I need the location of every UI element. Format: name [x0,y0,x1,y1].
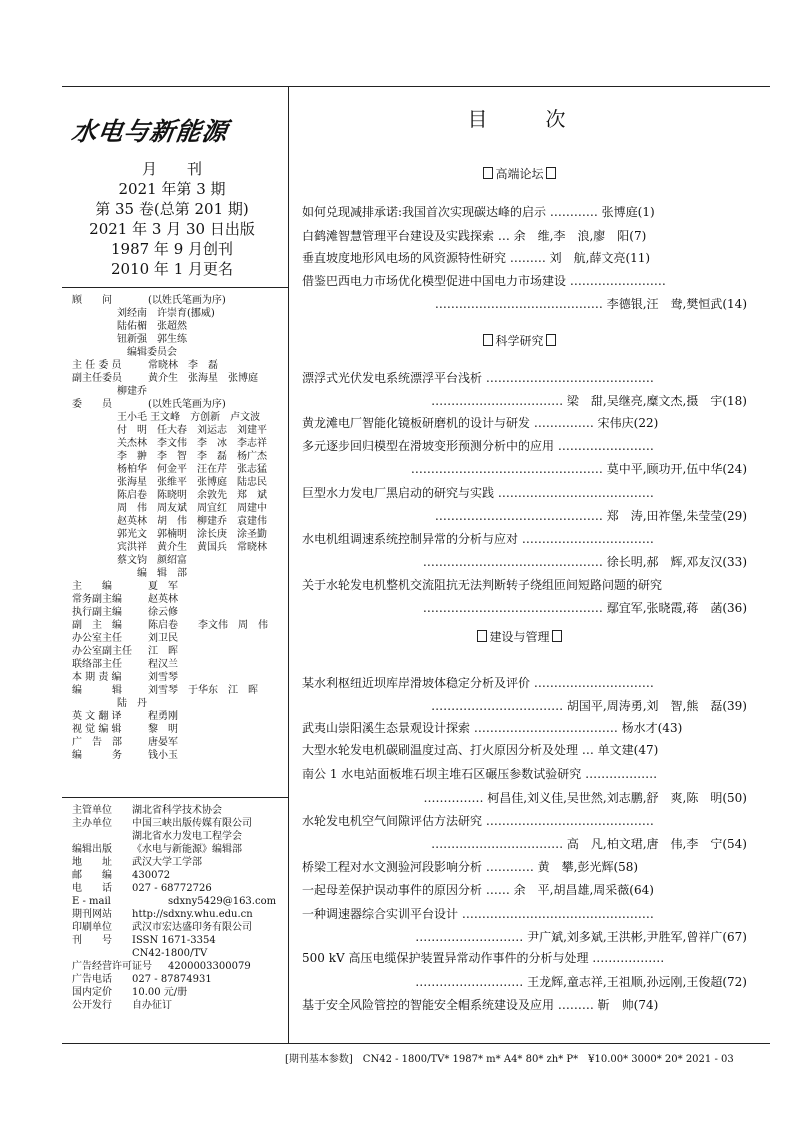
journal-parameters: [期刊基本参数] CN42 - 1800/TV* 1987* m* A4* 80* zh* P* ¥10.00* 3000* 20* 2021 - 03 [285,1054,734,1065]
masthead-row [72,632,268,645]
publisher-row [72,934,276,947]
publisher-row [72,960,276,973]
column-divider [288,86,289,1043]
masthead-row [72,671,268,684]
publisher-label: 国内定价 [72,987,112,998]
masthead-value-cont: 柳建乔 [117,386,147,397]
masthead-row [72,645,268,658]
masthead-label: 联络部主任 [72,659,122,670]
publisher-label: 广告电话 [72,974,112,985]
toc-entry: 白鹤滩智慧管理平台建设及实践探索 … 余 维,李 浪,廖 阳(7) [302,229,647,243]
publisher-label: 主管单位 [72,805,112,816]
publisher-label [72,947,132,960]
toc-title: 目 次 [467,107,572,131]
publisher-label: 电 话 [72,883,112,894]
masthead-label: 主 任 委 员 [72,360,122,371]
volume: 第 35 卷(总第 201 期) [95,200,249,218]
toc-entry: 多元逐步回归模型在滑坡变形预测分析中的应用 …………………… [302,439,654,453]
masthead-value: 唐晏军 [148,737,178,748]
masthead-value: 江 晖 [148,646,178,657]
masthead-value: 徐云修 [148,607,178,618]
renamed: 2010 年 1 月更名 [110,260,234,278]
masthead-value: 刘雪琴 [148,672,178,683]
section-label: 科学研究 [495,334,544,348]
masthead-row [72,359,268,372]
toc-entry: 某水利枢纽近坝库岸滑坡体稳定分析及评价 ………………………… [302,676,654,690]
publisher-value: ISSN 1671-3354 [132,935,216,946]
toc-entry: 垂直坡度地形风电场的风资源特性研究 ……… 刘 航,薛文亮(11) [302,251,651,265]
publisher-label: 印刷单位 [72,922,112,933]
masthead-row [72,710,268,723]
publisher-info [72,804,276,1012]
masthead-value: 程勇刚 [148,711,178,722]
masthead-label: 常务副主编 [72,594,122,605]
toc-entry: 漂浮式光伏发电系统漂浮平台浅析 …………………………………… [302,371,654,385]
masthead-value-cont: 蔡文钧 颜绍富 [117,555,187,566]
masthead-value-cont: 刘经南 许崇育(挪威) [117,308,215,319]
masthead-row [72,398,268,411]
masthead-value: 夏 军 [148,581,178,592]
masthead-value: 陈启卷 李文伟 周 伟 [148,620,268,631]
toc-entry: …………………………………… 李德银,汪 鸯,樊恒武(14) [434,297,747,311]
publish-date: 2021 年 3 月 30 日出版 [89,220,255,238]
founded: 1987 年 9 月创刊 [110,240,234,258]
publisher-row [72,869,276,882]
publisher-value: 自办征订 [132,1000,172,1011]
masthead-row [72,723,268,736]
publisher-label [72,830,132,843]
publisher-value: 中国三峡出版传媒有限公司 [132,818,252,829]
publisher-row [72,843,276,856]
publisher-label: 地 址 [72,857,112,868]
toc-entry: 一起母差保护误动事件的原因分析 …… 余 平,胡昌雄,周采薇(64) [302,883,654,897]
toc-section-heading [292,628,747,645]
publisher-value: 430072 [132,870,171,881]
toc-entry: 巨型水力发电厂黑启动的研究与实践 ………………………………… [302,486,654,500]
masthead-value-cont: 关杰林 李文伟 李 冰 李志祥 [117,438,267,449]
toc-entry: …………………………………… 郑 涛,田祚堡,朱莹莹(29) [434,509,747,523]
publisher-value: 10.00 元/册 [132,987,188,998]
publisher-row [72,921,276,934]
section-label: 高端论坛 [495,167,544,181]
masthead-value-cont: 赵英林 胡 伟 柳建乔 袁建伟 [117,516,267,527]
masthead-label: 本 期 责 编 [72,672,122,683]
masthead-value-cont: 陆佑楣 张超然 [117,321,187,332]
masthead-row [72,619,268,632]
masthead-value-cont: 陆 丹 [117,698,147,709]
masthead-value: 黎 明 [148,724,178,735]
bottom-rule [62,1043,770,1044]
top-rule [62,86,770,87]
left-rule-1 [62,287,288,288]
masthead-label: 编 辑 [72,685,122,696]
masthead-row [72,658,268,671]
masthead-value: 程汉兰 [148,659,178,670]
section-label: 建设与管理 [489,630,550,644]
masthead-row [72,736,268,749]
masthead-row [72,294,268,307]
masthead-row [72,372,268,385]
masthead-value-cont: 李 翀 李 智 李 磊 杨广杰 [117,451,267,462]
toc-entry: 水电机组调速系统控制异常的分析与应对 …………………………… [302,532,654,546]
toc-entry: 一种调速器综合实训平台设计 ………………………………………… [302,907,654,921]
toc-section-heading [292,165,747,182]
masthead-label: 执行副主编 [72,607,122,618]
masthead-row [72,684,268,697]
publisher-value: 《水电与新能源》编辑部 [132,844,242,855]
toc-entry: 南公 1 水电站面板堆石坝主堆石区碾压参数试验研究 ……………… [302,767,658,781]
masthead-row [72,593,268,606]
publisher-row [72,947,276,960]
masthead-row [72,580,268,593]
publisher-row [72,830,276,843]
toc-entry: 黄龙滩电厂智能化镜板研磨机的设计与研发 …………… 宋伟庆(22) [302,416,659,430]
publisher-value: 武汉大学工学部 [132,857,202,868]
masthead-value: 赵英林 [148,594,178,605]
masthead-value-cont: 周 伟 周友斌 周宜红 周建中 [117,503,267,514]
masthead-label: 编 务 [72,750,122,761]
toc-entry: ……………………… 尹广斌,刘多斌,王洪彬,尹胜军,曾祥广(67) [415,930,747,944]
masthead-value: (以姓氏笔画为序) [148,295,226,306]
masthead-label: 委 员 [72,399,112,410]
editorial-board [72,294,268,762]
bracket-box-icon [483,334,493,346]
masthead-row [72,749,268,762]
toc-entry: ……………………………………… 鄢宜军,张晓霞,蒋 菡(36) [422,601,747,615]
publisher-row [72,986,276,999]
toc-entry: …………………………… 胡国平,周涛勇,刘 智,熊 磊(39) [431,699,747,713]
publisher-label: 公开发行 [72,1000,112,1011]
toc-entry: 武夷山崇阳溪生态景观设计探索 ……………………………… 杨水才(43) [302,721,683,735]
toc-section-heading [292,332,747,349]
toc-entry: 水轮发电机空气间隙评估方法研究 …………………………………… [302,814,654,828]
masthead-value: 常晓林 李 磊 [148,360,218,371]
masthead-value: 黄介生 张海星 张博庭 [148,373,258,384]
toc-entry: 关于水轮发电机整机交流阻抗无法判断转子绕组匝间短路问题的研究 [302,578,663,592]
masthead-label: 英 文 翻 译 [72,711,122,722]
publisher-label: 刊 号 [72,935,112,946]
bracket-box-icon [477,630,487,642]
masthead-value-cont: 郭光文 郭楠明 涂长庚 涂圣勤 [117,529,267,540]
publisher-label: 编辑出版 [72,844,112,855]
bracket-box-icon [546,167,556,179]
masthead-value: 钱小玉 [148,750,178,761]
masthead-value: (以姓氏笔画为序) [148,399,226,410]
toc-entry: 如何兑现减排承诺:我国首次实现碳达峰的启示 ………… 张博庭(1) [302,205,655,219]
masthead-label: 顾 问 [72,295,112,306]
bracket-box-icon [552,630,562,642]
toc-entry: 借鉴巴西电力市场优化模型促进中国电力市场建设 …………………… [302,274,666,288]
masthead-row [72,606,268,619]
publisher-row [72,895,276,908]
toc-entry: ……………………………………… 徐长明,郝 辉,邓友汉(33) [422,555,747,569]
publisher-label: 主办单位 [72,818,112,829]
journal-logo: 水电与新能源 [69,117,230,146]
toc-entry: 大型水轮发电机碳刷温度过高、打火原因分析及处理 … 单文建(47) [302,743,659,757]
publisher-row [72,856,276,869]
toc-entry: …………………………… 梁 甜,吴继亮,糜文杰,摄 宇(18) [431,394,747,408]
publisher-label: 广告经营许可证号 [72,961,152,972]
publisher-row [72,882,276,895]
left-rule-2 [62,797,288,798]
masthead-value: 刘雪琴 于华东 江 晖 [148,685,258,696]
publisher-label: 邮 编 [72,870,112,881]
bracket-box-icon [546,334,556,346]
toc-entry: 500 kV 高压电缆保护装置异常动作事件的分析与处理 ……………… [302,951,665,965]
toc-entry: 基于安全风险管控的智能安全帽系统建设及应用 ……… 靳 帅(74) [302,998,659,1012]
publisher-row [72,973,276,986]
publisher-value: CN42-1800/TV [132,948,208,959]
masthead-label: 副 主 编 [72,620,122,631]
masthead-label: 主 编 [72,581,112,592]
masthead-value-cont: 杨柏华 何金平 汪在芹 张志猛 [117,464,267,475]
toc-entry: 桥梁工程对水文测验河段影响分析 ………… 黄 攀,彭光辉(58) [302,860,639,874]
publisher-row [72,817,276,830]
publisher-value: 4200003300079 [168,961,251,972]
masthead-value-cont: 宾洪祥 黄介生 黄国兵 常晓林 [117,542,267,553]
publisher-row [72,999,276,1012]
publisher-value: sdxny5429@163.com [168,896,277,907]
masthead-value-cont: 陈启卷 陈晓明 余敦先 郑 斌 [117,490,267,501]
publisher-value: 027 - 87874931 [132,974,212,985]
masthead-value-cont: 钮新强 郭生练 [117,334,187,345]
toc-entry: ……………………… 王龙辉,童志祥,王祖顺,孙远刚,王俊超(72) [415,975,747,989]
masthead-label: 副主任委员 [72,373,122,384]
masthead-label: 办公室副主任 [72,646,132,657]
masthead-value-cont: 编 辑 部 [117,568,187,579]
publisher-row [72,804,276,817]
publisher-label: E - mail [72,896,111,907]
masthead-value-cont: 张海星 张维平 张博庭 陆忠民 [117,477,267,488]
masthead-label: 视 觉 编 辑 [72,724,122,735]
publisher-value: 湖北省科学技术协会 [132,805,222,816]
toc-entry: ………………………………………… 莫中平,顾功开,伍中华(24) [410,462,747,476]
toc-entry: …………… 柯昌佳,刘义佳,吴世然,刘志鹏,舒 爽,陈 明(50) [423,791,747,805]
publisher-label: 期刊网站 [72,909,112,920]
masthead-value-cont: 编辑委员会 [117,347,177,358]
publisher-row [72,908,276,921]
publisher-value: http://sdxny.whu.edu.cn [132,909,253,920]
masthead-value-cont: 付 明 任大春 刘运志 刘建平 [117,425,267,436]
masthead-value-cont: 王小毛 王文峰 方创新 卢文波 [117,412,261,423]
publisher-value: 027 - 68772726 [132,883,212,894]
issue: 2021 年第 3 期 [118,180,226,198]
masthead-label: 办公室主任 [72,633,122,644]
masthead-label: 广 告 部 [72,737,122,748]
masthead-value: 刘卫民 [148,633,178,644]
toc-entry: …………………………… 高 凡,柏文珺,唐 伟,李 宁(54) [431,837,747,851]
bracket-box-icon [483,167,493,179]
frequency: 月 刊 [141,160,202,178]
publisher-value: 湖北省水力发电工程学会 [132,831,242,842]
publisher-value: 武汉市宏达盛印务有限公司 [132,922,252,933]
